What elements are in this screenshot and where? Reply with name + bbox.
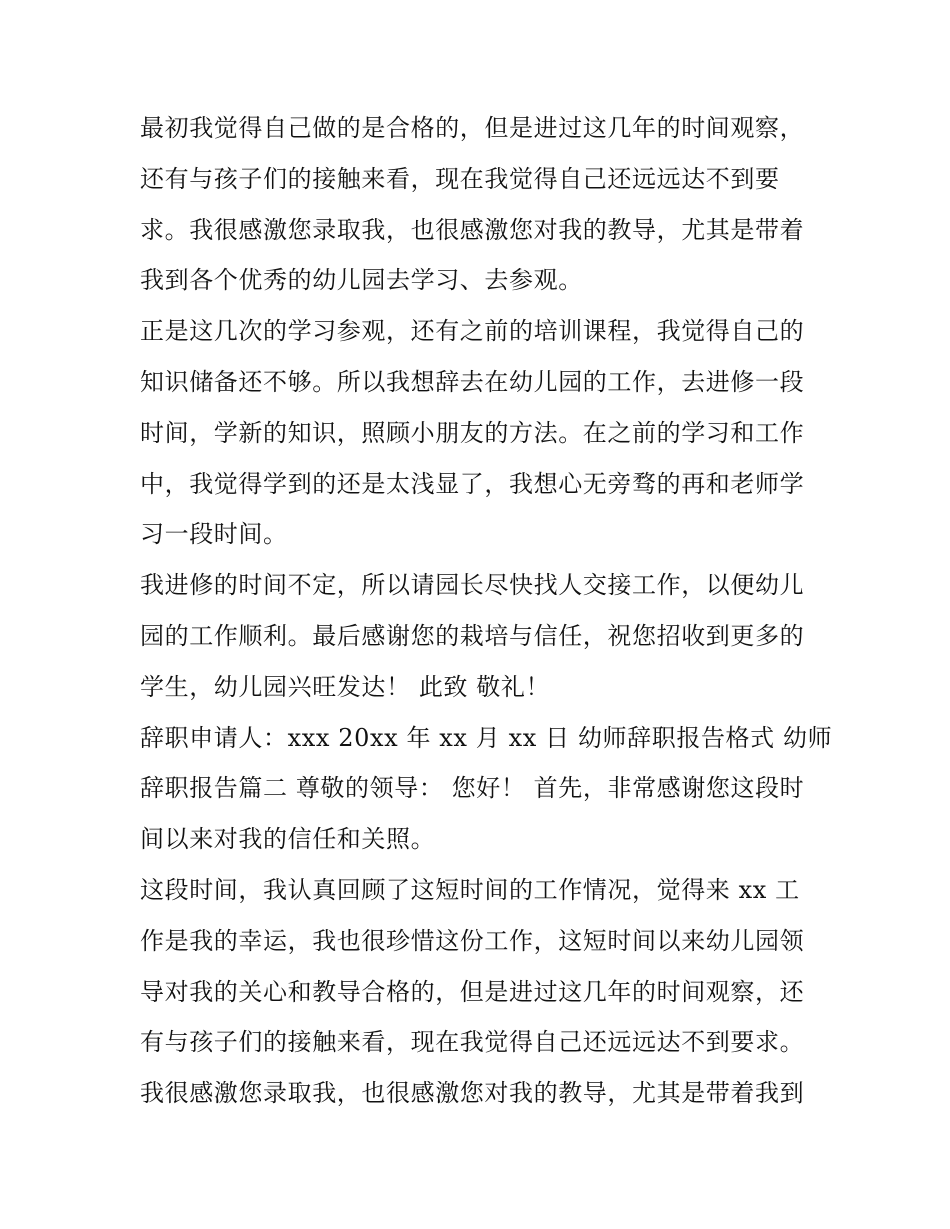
text-line: 作是我的幸运，我也很珍惜这份工作，这短时间以来幼儿园领 [140,926,805,955]
text-line: 还有与孩子们的接触来看，现在我觉得自己还远远达不到要 [140,164,780,193]
text-line: 我进修的时间不定，所以请园长尽快找人交接工作，以便幼儿 [140,571,805,600]
text-line: 园的工作顺利。最后感谢您的栽培与信任，祝您招收到更多的 [140,621,805,650]
text-line: 我很感激您录取我，也很感激您对我的教导，尤其是带着我到 [140,1079,805,1108]
text-line: 导对我的关心和教导合格的，但是进过这几年的时间观察，还 [140,977,805,1006]
text-line: 有与孩子们的接触来看，现在我觉得自己还远远达不到要求。 [140,1028,805,1057]
text-line: 知识储备还不够。所以我想辞去在幼儿园的工作，去进修一段 [140,367,805,396]
text-line: 正是这几次的学习参观，还有之前的培训课程，我觉得自己的 [140,317,805,346]
body-text [140,103,833,1119]
text-line: 这段时间，我认真回顾了这短时间的工作情况，觉得来 xx 工 [140,875,800,904]
text-line: 辞职申请人：xxx 20xx 年 xx 月 xx 日 幼师辞职报告格式 幼师 [140,723,833,752]
text-line: 间以来对我的信任和关照。 [140,825,436,854]
text-line: 时间，学新的知识，照顾小朋友的方法。在之前的学习和工作 [140,418,805,447]
text-line: 中，我觉得学到的还是太浅显了，我想心无旁骛的再和老师学 [140,469,805,498]
text-line: 我到各个优秀的幼儿园去学习、去参观。 [140,266,583,295]
text-line: 学生，幼儿园兴旺发达！ 此致 敬礼！ [140,672,551,701]
text-line: 最初我觉得自己做的是合格的，但是进过这几年的时间观察， [140,114,805,142]
text-line: 习一段时间。 [140,520,288,549]
text-line: 求。我很感激您录取我，也很感激您对我的教导，尤其是带着 [140,215,805,244]
text-line: 辞职报告篇二 尊敬的领导： 您好！ 首先，非常感谢您这段时 [140,774,805,803]
